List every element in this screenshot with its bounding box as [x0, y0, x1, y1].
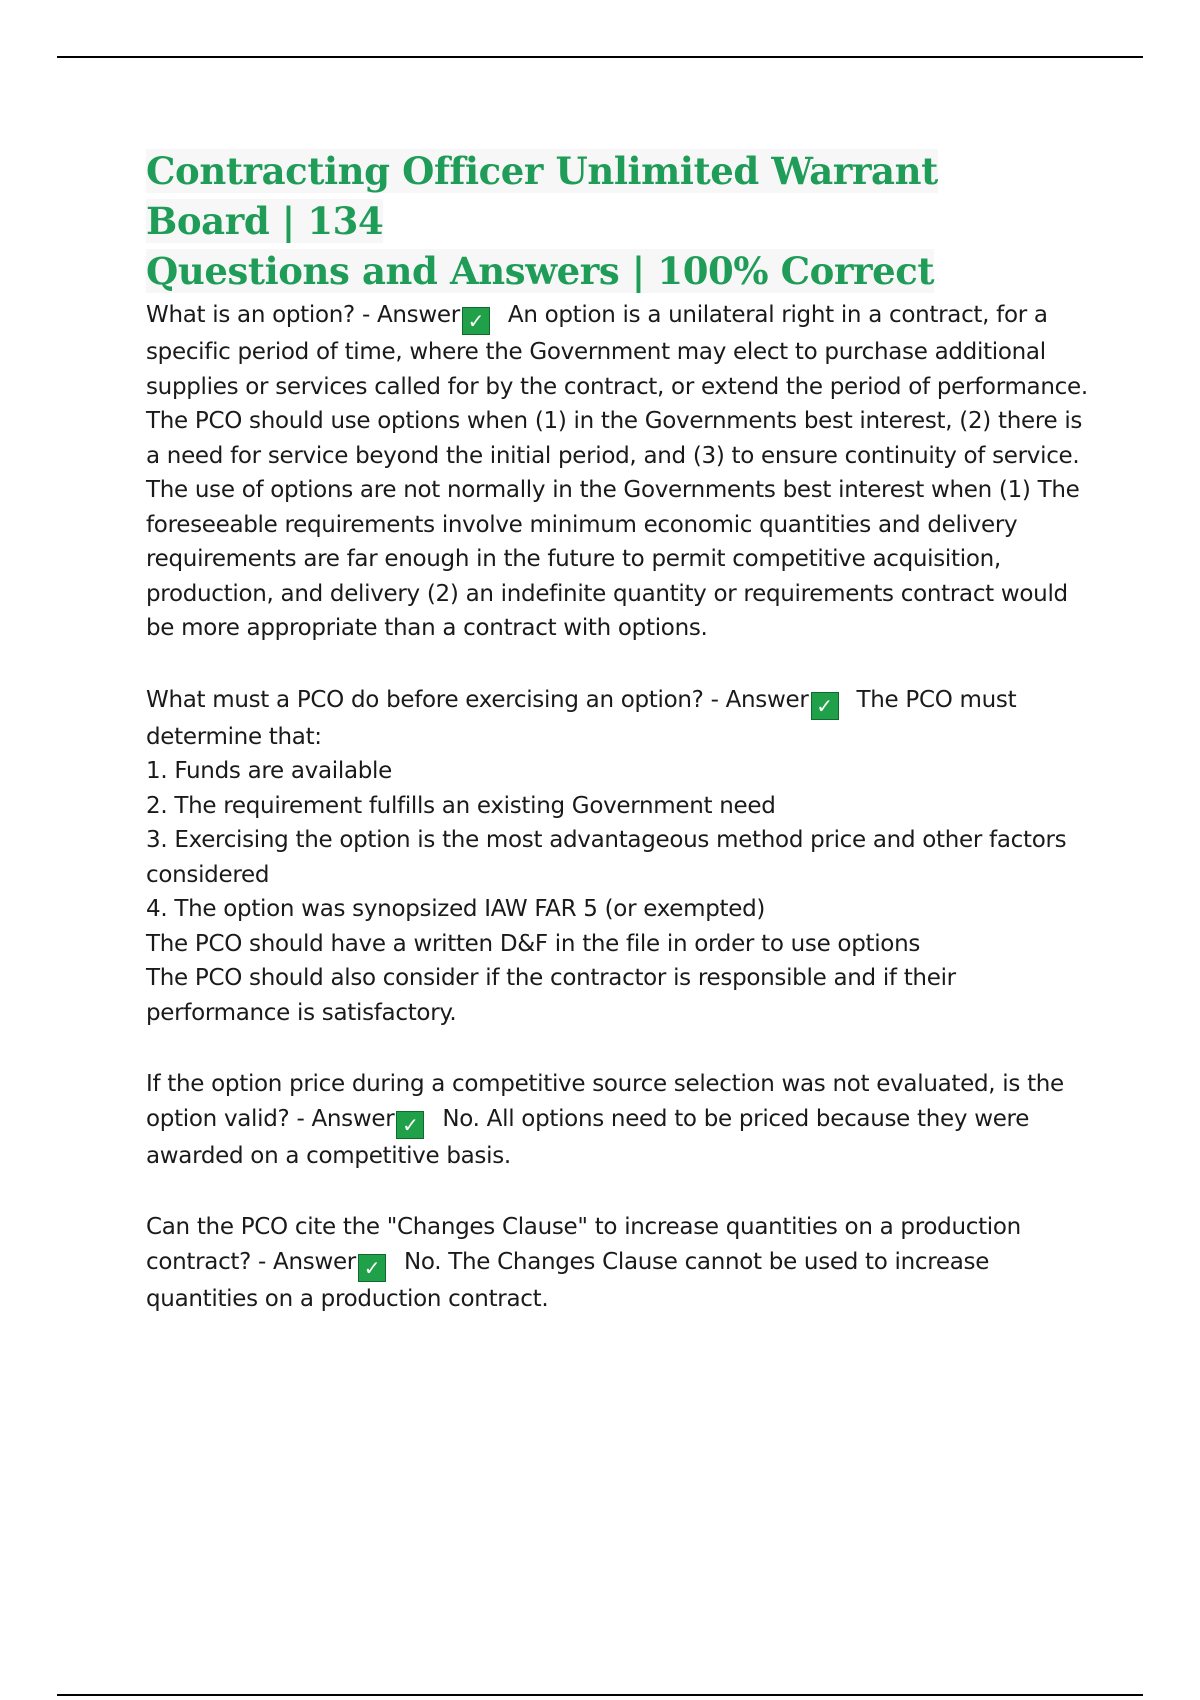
bottom-rule — [57, 1694, 1143, 1696]
qa-content — [146, 298, 1096, 1316]
title-line-1: Contracting Officer Unlimited Warrant Board | 134 — [146, 149, 938, 243]
checkmark-icon: ✓ — [462, 307, 490, 335]
top-rule — [57, 56, 1143, 58]
page-title — [146, 146, 1046, 296]
qa-first-line — [146, 683, 1096, 755]
answer-line: 1. Funds are available — [146, 758, 392, 784]
qa-first-line — [146, 1210, 1096, 1316]
answer-text: No. All options need to be priced because they were awarded on a competitive basis. — [146, 1105, 1030, 1169]
qa-first-line — [146, 1067, 1096, 1173]
answer-text: The PCO must determine that: — [146, 686, 1017, 750]
qa-item — [146, 1210, 1096, 1316]
answer-line: The PCO should use options when (1) in the Governments best interest, (2) there is a need for service beyond the initial period, and (3) to ensure continuity of service. — [146, 408, 1083, 469]
answer-line: 3. Exercising the option is the most advantageous method price and other factors considered — [146, 827, 1067, 888]
question-text: Can the PCO cite the "Changes Clause" to increase quantities on a production contract? - Answer — [146, 1214, 1021, 1275]
answer-line: The PCO should have a written D&F in the file in order to use options — [146, 930, 921, 957]
answer-text: No. The Changes Clause cannot be used to increase quantities on a production contract. — [146, 1248, 990, 1312]
question-text: What is an option? - Answer — [146, 302, 460, 328]
qa-item — [146, 1067, 1096, 1173]
qa-item — [146, 298, 1096, 646]
answer-line: The PCO should also consider if the contractor is responsible and if their performance is satisfactory. — [146, 965, 956, 1026]
checkmark-icon: ✓ — [358, 1254, 386, 1282]
answer-line: 2. The requirement fulfills an existing Government need — [146, 792, 776, 819]
checkmark-icon: ✓ — [396, 1111, 424, 1139]
answer-line: 4. The option was synopsized IAW FAR 5 (or exempted) — [146, 896, 766, 922]
title-line-2: Questions and Answers | 100% Correct — [146, 249, 935, 293]
answer-line: The use of options are not normally in the Governments best interest when (1) The foreseeable requirements involve minimum economic quantities and delivery requirements are far enough in the future to permit competitive acquisition, production, and delivery (2) an indefinite quantity or requirements contract would be more appropriate than a contract with options. — [146, 477, 1080, 641]
qa-first-line — [146, 298, 1096, 404]
checkmark-icon: ✓ — [811, 692, 839, 720]
answer-text: An option is a unilateral right in a contract, for a specific period of time, where the Government may elect to purchase additional supplies or services called for by the contract, or extend the period of performance. — [146, 302, 1088, 400]
qa-item — [146, 683, 1096, 1031]
question-text: If the option price during a competitive source selection was not evaluated, is the option valid? - Answer — [146, 1071, 1064, 1132]
question-text: What must a PCO do before exercising an option? - Answer — [146, 686, 809, 713]
